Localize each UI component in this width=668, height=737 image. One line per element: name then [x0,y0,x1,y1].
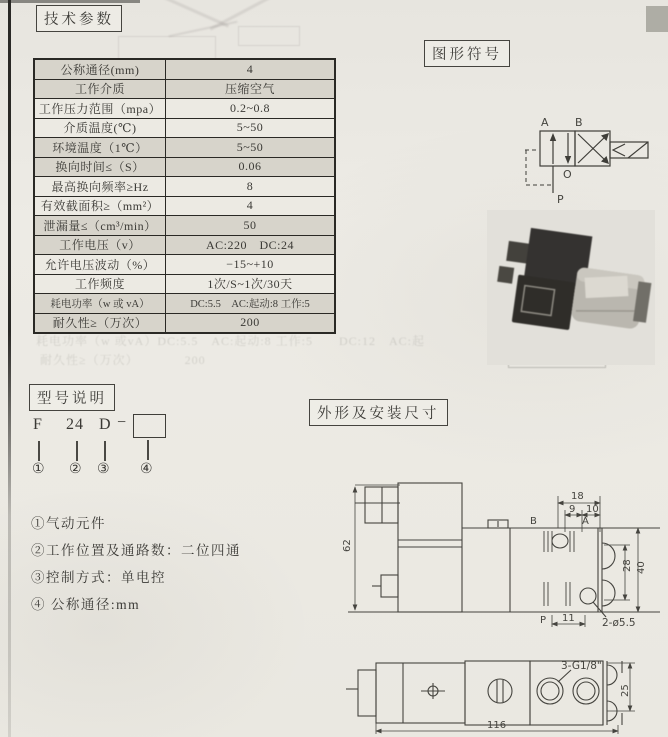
dim-10: 10 [586,504,599,515]
valve-photo [487,210,655,365]
table-row [35,197,334,217]
row-value: 8 [246,178,254,193]
row-label: 最高换向频率≥Hz [35,177,166,196]
dim-116: 116 [487,720,507,731]
note-line: ②工作位置及通路数：二位四通 [31,543,241,558]
table-row [35,236,334,256]
row-label: 介质温度(℃) [35,119,166,138]
dim-9: 9 [569,504,576,515]
row-value: 1次/S~1次/30天 [207,277,293,292]
table-row [35,294,334,314]
ghost-box-mark [238,26,300,46]
note-line: ③控制方式：单电控 [31,570,166,585]
graphic-symbol-title [424,40,510,67]
model-code-size-box [133,414,166,438]
row-value: 200 [240,315,260,330]
row-label: 有效截面积≥（mm²） [35,197,166,216]
port-label-p: P [540,615,547,626]
valve-photo-art [487,210,655,365]
table-row [35,275,334,295]
dim-62: 62 [342,539,353,552]
row-value: −15~+10 [226,256,274,271]
bottom-view-drawing [345,653,668,737]
page-edge-shadow-top [0,0,140,3]
row-label: 耐久性≥（万次） [35,314,166,333]
dimensions-title-text: 外形及安装尺寸 [317,406,440,422]
row-label: 环境温度（1℃） [35,138,166,157]
row-value: 4 [246,61,254,76]
pneumatic-valve-symbol [513,113,668,225]
code-tick [104,441,106,461]
code-tick [38,441,40,461]
dim-11: 11 [562,613,575,624]
row-label: 耗电功率（w 或 vA） [35,294,166,313]
dim-40: 40 [636,561,647,574]
symbol-port-a: A [541,116,549,129]
dim-28: 28 [622,559,633,572]
ghost-mark [169,21,238,38]
table-row [35,158,334,178]
index-2: ② [69,461,82,477]
tech-params-title [36,5,122,32]
model-code-control: D [99,416,112,433]
row-value: 5~50 [236,139,264,154]
model-title [29,384,115,411]
holes-label: 2-ø5.5 [602,617,636,629]
model-code-dash: − [117,414,128,431]
model-notes [31,510,241,618]
thread-label: 3-G1/8" [561,660,602,672]
table-row [35,216,334,236]
row-value: 50 [243,217,257,232]
table-row [35,80,334,100]
table-row [35,119,334,139]
table-row [35,99,334,119]
table-row [35,60,334,80]
dimensions-title [309,399,448,426]
symbol-port-b: B [575,116,583,129]
model-code-ways: 24 [66,416,84,433]
table-row [35,177,334,197]
row-label: 允许电压波动（%） [35,255,166,274]
model-title-text: 型号说明 [37,391,107,407]
row-label: 公称通径(mm) [35,60,166,79]
row-value: 0.2~0.8 [230,100,270,115]
dim-25: 25 [620,684,631,697]
row-label: 工作频度 [35,275,166,294]
side-view-drawing [338,468,668,643]
index-3: ③ [97,461,110,477]
scan-artifact-block [646,6,668,32]
row-value: 5~50 [236,120,264,135]
dim-18: 18 [571,491,584,502]
index-4: ④ [140,461,153,477]
row-label: 工作介质 [35,80,166,99]
row-label: 换向时间≤（S） [35,158,166,177]
note-line: ①气动元件 [31,516,106,531]
row-value: DC:5.5 AC:起动:8 工作:5 [190,298,310,310]
row-label: 泄漏量≤（cm³/min） [35,216,166,235]
ghost-table-row: 耐久性≥（万次） 200 [40,353,206,367]
code-tick [147,440,149,460]
index-1: ① [32,461,45,477]
row-label: 工作电压（v） [35,236,166,255]
row-value: 4 [246,198,254,213]
model-code-series: F [33,416,43,433]
row-label: 工作压力范围（mpa） [35,99,166,118]
row-value: 压缩空气 [224,82,275,97]
symbol-port-o: O [563,168,572,181]
ghost-table-row: 耗电功率（w 或vA）DC:5.5 AC:起动:8 工作:5 DC:12 AC:起 [36,334,426,348]
note-line: ④ 公称通径:mm [31,597,141,612]
graphic-symbol-title-text: 图形符号 [432,47,502,63]
code-tick [76,441,78,461]
table-row [35,138,334,158]
port-label-b: B [530,516,537,527]
symbol-port-p: P [557,193,564,206]
row-value: 0.06 [238,159,262,174]
page-edge-shadow [8,0,11,737]
port-label-a: A [582,516,589,527]
table-row [35,314,334,333]
spec-table [33,58,336,334]
row-value: AC:220 DC:24 [205,238,294,253]
table-row [35,255,334,275]
tech-params-title-text: 技术参数 [44,12,114,28]
